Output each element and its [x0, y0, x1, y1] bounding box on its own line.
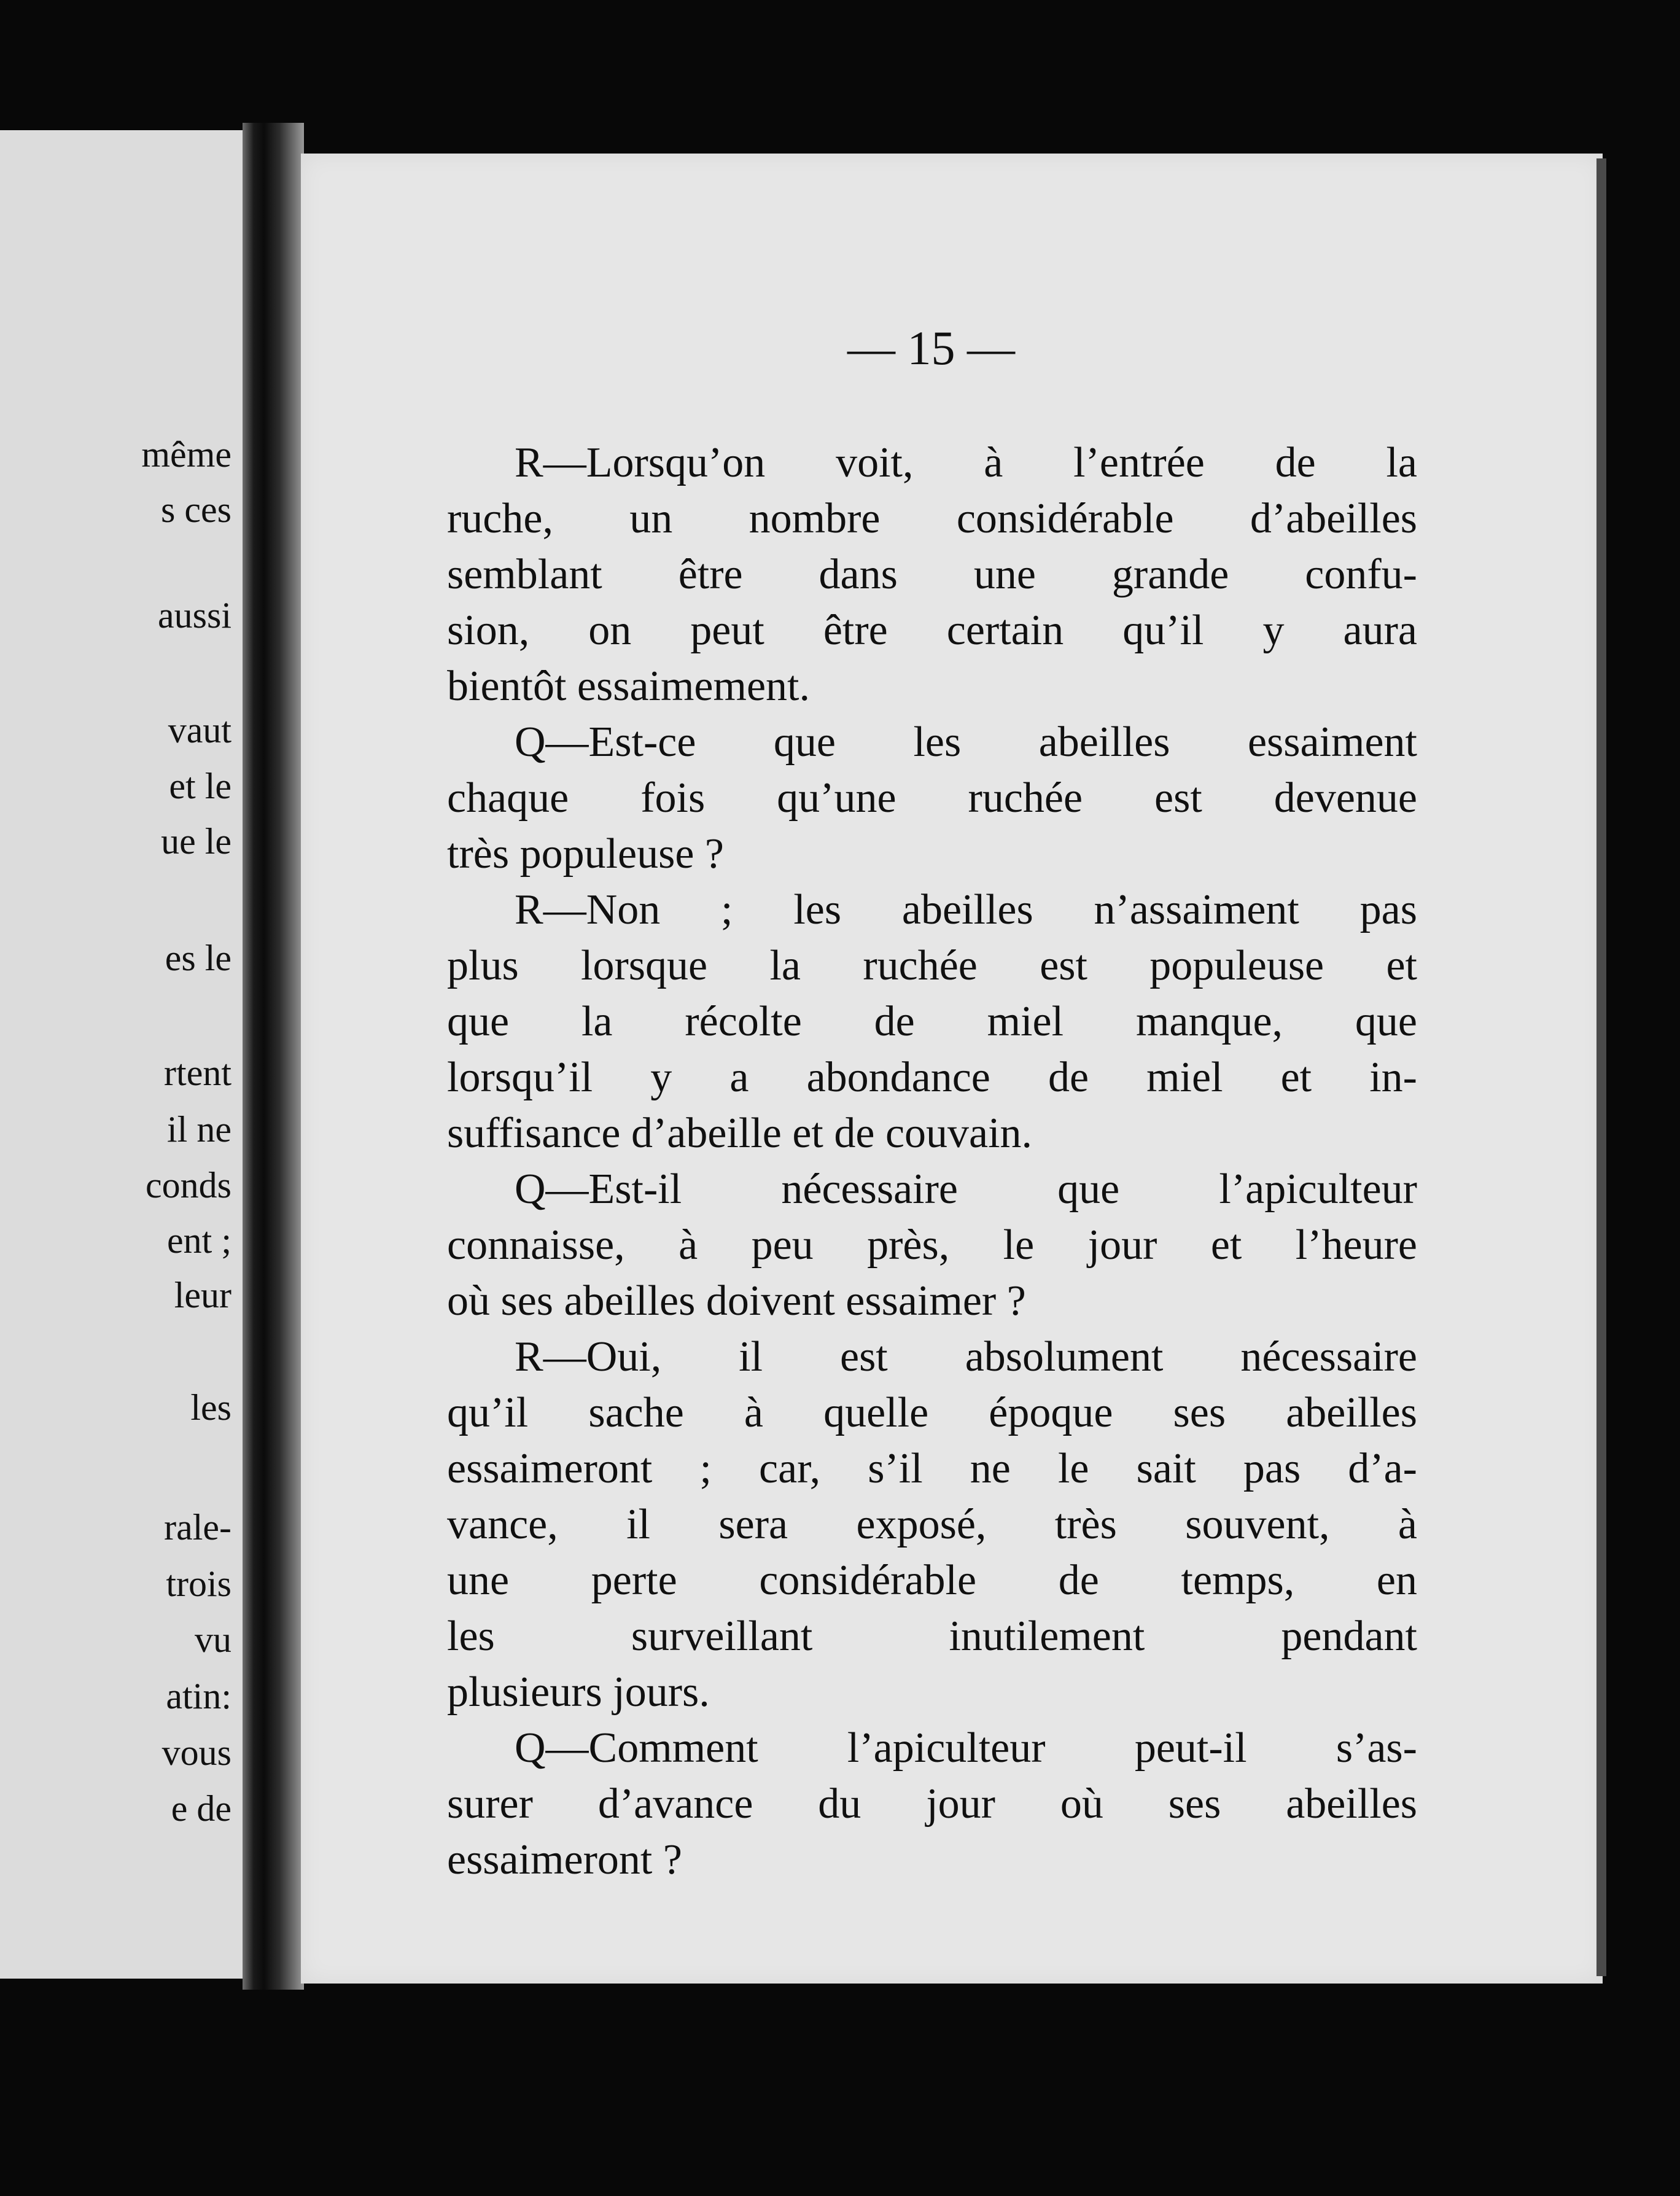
- page-edge-shadow: [1596, 158, 1606, 1976]
- text-line: chaque fois qu’une ruchée est devenue: [447, 774, 1417, 822]
- left-page-fragment: les: [190, 1387, 231, 1428]
- left-page-fragment: vaut: [168, 710, 231, 750]
- text-line: R—Lorsqu’on voit, à l’entrée de la: [515, 439, 1417, 486]
- text-line: Q—Est-il nécessaire que l’apiculteur: [515, 1166, 1417, 1213]
- left-page-fragment: ue le: [161, 821, 231, 862]
- text-line: R—Oui, il est absolument nécessaire: [515, 1333, 1417, 1380]
- text-line: ruche, un nombre considérable d’abeilles: [447, 495, 1417, 542]
- text-line: R—Non ; les abeilles n’assaiment pas: [515, 886, 1417, 933]
- text-line: surer d’avance du jour où ses abeilles: [447, 1780, 1417, 1828]
- left-page-fragment: il ne: [167, 1109, 231, 1150]
- text-line: plusieurs jours.: [447, 1668, 710, 1716]
- text-line: où ses abeilles doivent essaimer ?: [447, 1277, 1026, 1325]
- text-line: plus lorsque la ruchée est populeuse et: [447, 942, 1417, 989]
- book-gutter: [243, 123, 304, 1990]
- text-line: suffisance d’abeille et de couvain.: [447, 1110, 1033, 1157]
- text-line: bientôt essaimement.: [447, 663, 810, 710]
- text-line: qu’il sache à quelle époque ses abeilles: [447, 1389, 1417, 1436]
- left-page-fragment: rale-: [164, 1507, 231, 1548]
- text-line: lorsqu’il y a abondance de miel et in-: [447, 1054, 1417, 1101]
- left-page-fragment: aussi: [158, 595, 231, 636]
- text-line: essaimeront ?: [447, 1836, 682, 1883]
- text-line: très populeuse ?: [447, 830, 724, 878]
- left-page-fragment: même: [141, 434, 231, 475]
- left-page-fragment: s ces: [161, 489, 231, 530]
- left-page-fragment: es le: [165, 938, 231, 978]
- left-page-fragment: rtent: [164, 1053, 231, 1093]
- text-line: semblant être dans une grande confu-: [447, 551, 1417, 598]
- left-page-fragment: vous: [161, 1732, 231, 1773]
- body-text: [447, 435, 1417, 1888]
- left-page-fragment: conds: [146, 1165, 231, 1205]
- left-page-fragment: trois: [166, 1563, 231, 1604]
- left-page-fragment: e de: [171, 1788, 231, 1829]
- left-page-fragment: ent ;: [167, 1220, 231, 1261]
- text-line: une perte considérable de temps, en: [447, 1557, 1417, 1604]
- text-line: les surveillant inutilement pendant: [447, 1613, 1417, 1660]
- text-line: Q—Est-ce que les abeilles essaiment: [515, 718, 1417, 766]
- text-line: essaimeront ; car, s’il ne le sait pas d’a-: [447, 1445, 1417, 1492]
- text-line: connaisse, à peu près, le jour et l’heure: [447, 1221, 1417, 1269]
- text-line: que la récolte de miel manque, que: [447, 998, 1417, 1045]
- left-page-fragment: et le: [169, 766, 231, 806]
- left-page: [0, 130, 243, 1979]
- left-page-fragment: leur: [174, 1275, 231, 1315]
- page-number: — 15 —: [847, 321, 1015, 375]
- text-line: vance, il sera exposé, très souvent, à: [447, 1501, 1417, 1548]
- left-page-fragment: atin:: [166, 1676, 231, 1716]
- text-line: sion, on peut être certain qu’il y aura: [447, 607, 1417, 654]
- left-page-fragment: vu: [195, 1619, 231, 1660]
- text-line: Q—Comment l’apiculteur peut-il s’as-: [515, 1724, 1417, 1772]
